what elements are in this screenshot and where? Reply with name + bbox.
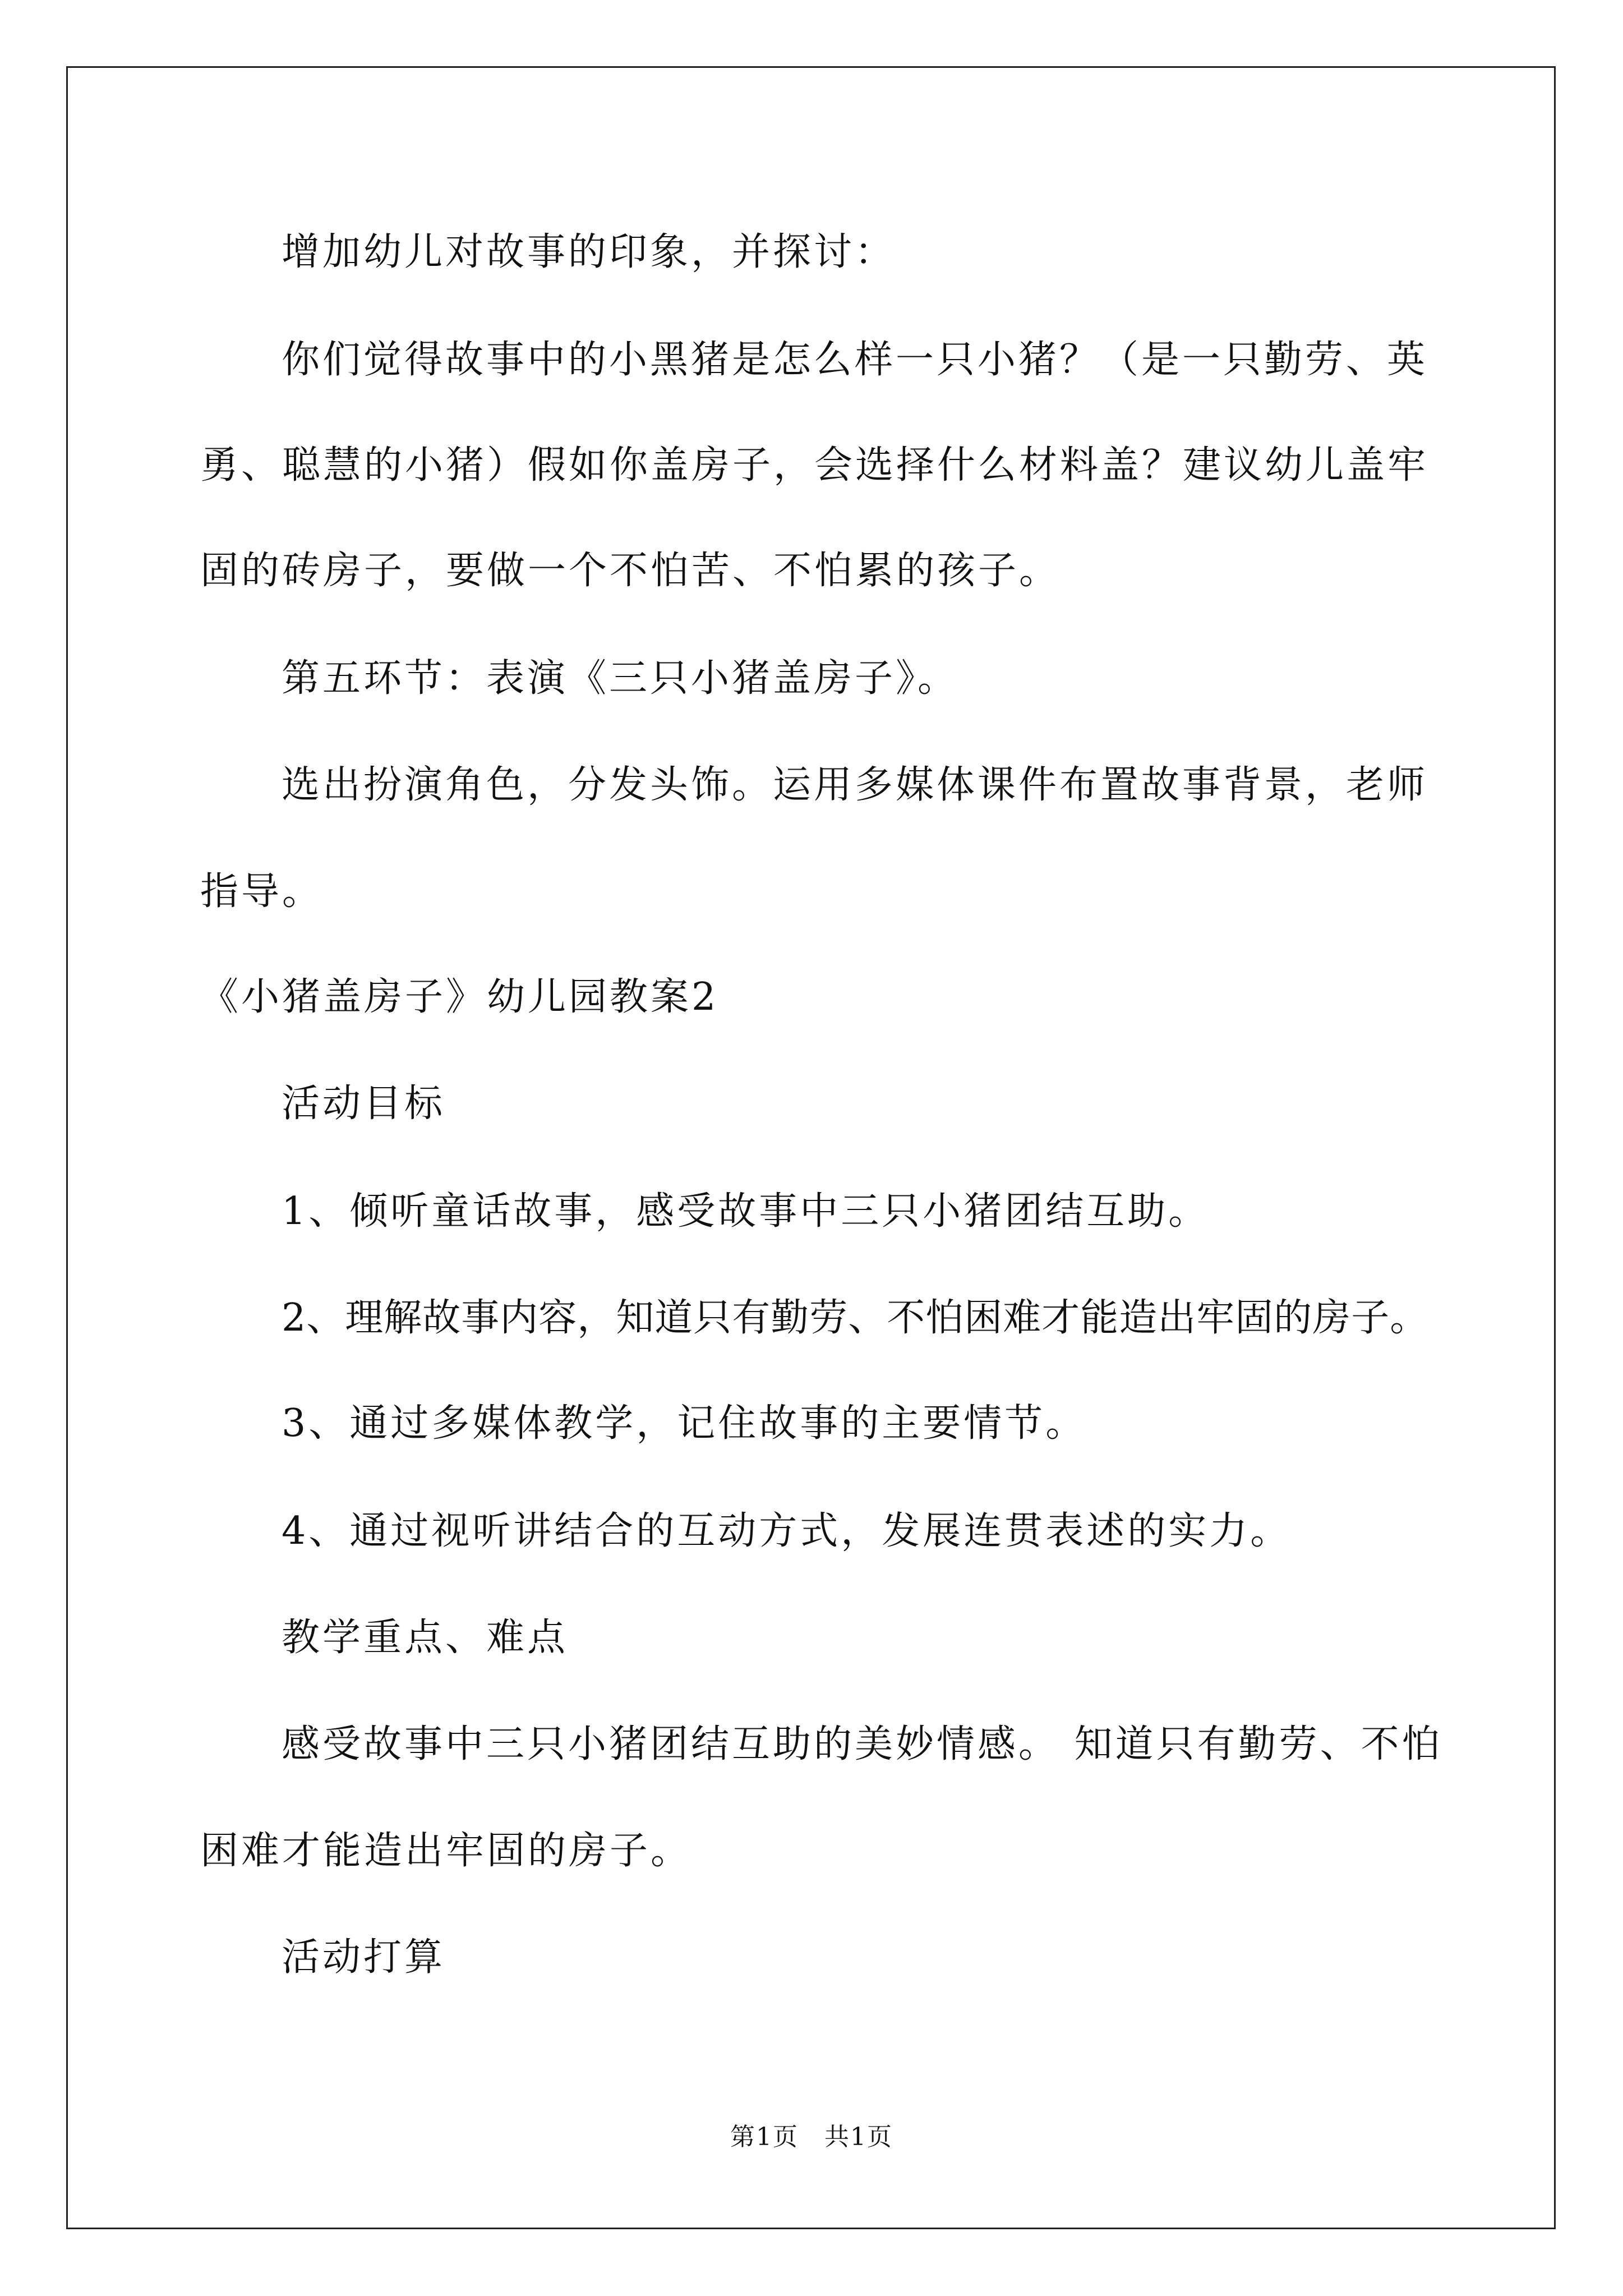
paragraph-line: 勇、聪慧的小猪）假如你盖房子，会选择什么材料盖？建议幼儿盖牢 [200,443,1429,487]
paragraph-line: 增加幼儿对故事的印象，并探讨： [282,230,896,274]
paragraph-line: 选出扮演角色，分发头饰。运用多媒体课件布置故事背景，老师 [282,763,1428,807]
list-item: 2、理解故事内容，知道只有勤劳、不怕困难才能造出牢固的房子。 [282,1296,1429,1340]
paragraph-line: 活动目标 [282,1082,446,1126]
paragraph-line: 第五环节：表演《三只小猪盖房子》。 [282,656,959,701]
paragraph-line: 教学重点、难点 [282,1616,569,1660]
paragraph-line: 活动打算 [282,1935,446,1980]
list-item: 1、倾听童话故事，感受故事中三只小猪团结互助。 [282,1189,1210,1234]
paragraph-line: 感受故事中三只小猪团结互助的美妙情感。 知道只有勤劳、不怕 [282,1722,1443,1766]
section-heading: 《小猪盖房子》幼儿园教案2 [200,975,719,1019]
list-item: 3、通过多媒体教学，记住故事的主要情节。 [282,1401,1087,1446]
page-footer: 第1页 共1页 [730,2123,893,2151]
paragraph-line: 困难才能造出牢固的房子。 [200,1829,692,1873]
list-item: 4、通过视听讲结合的互动方式，发展连贯表述的实力。 [282,1509,1292,1553]
page-border [66,66,1556,2229]
paragraph-line: 固的砖房子，要做一个不怕苦、不怕累的孩子。 [200,549,1061,593]
paragraph-line: 你们觉得故事中的小黑猪是怎么样一只小猪？（是一只勤劳、英 [282,338,1428,382]
paragraph-line: 指导。 [200,869,324,914]
